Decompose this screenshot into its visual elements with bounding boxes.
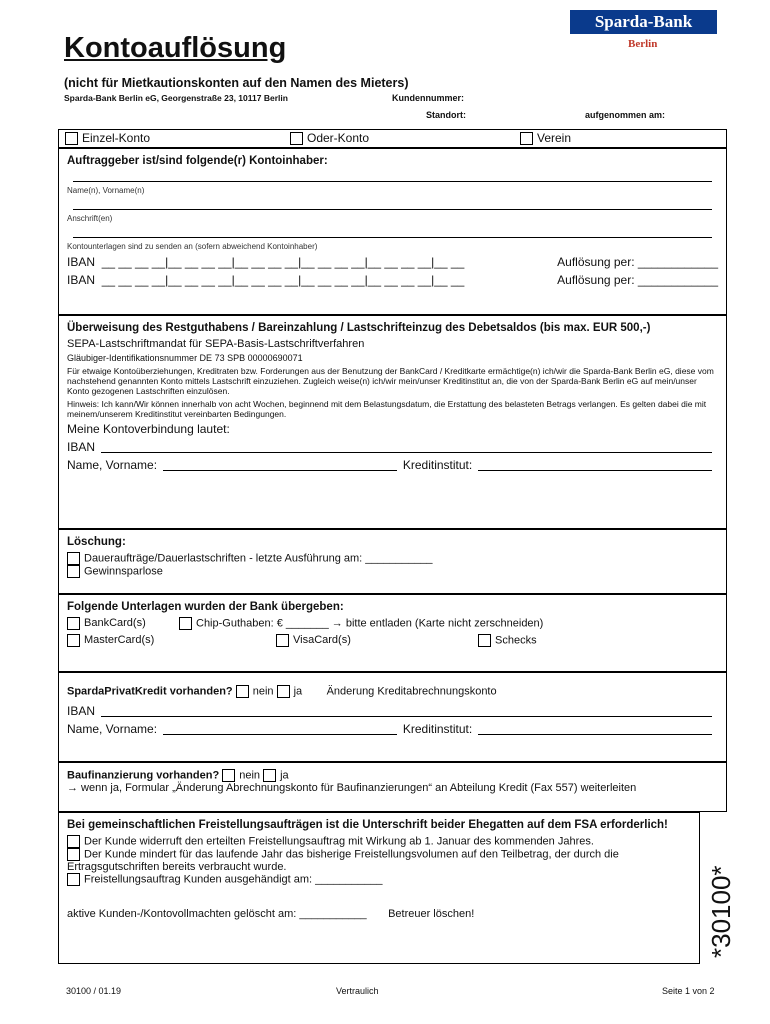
iban-field[interactable]	[101, 706, 712, 717]
unterlagen-item: Chip-Guthaben: € _______ → bitte entladen (Karte nicht zerschneiden)	[196, 617, 544, 630]
owner-section	[58, 148, 727, 315]
footer-right: Seite 1 von 2	[662, 986, 715, 996]
verbindung-label: Meine Kontoverbindung lautet:	[67, 422, 230, 436]
checkbox[interactable]	[67, 565, 80, 578]
bank-logo: Sparda-Bank	[570, 10, 717, 34]
aufgenommen-label: aufgenommen am:	[585, 110, 666, 120]
checkbox[interactable]	[222, 769, 235, 782]
fsa-section	[58, 812, 700, 964]
iban-field[interactable]: __ __ __ __|__ __ __ __|__ __ __ __|__ __ __ __|__ __ __ __|__ __	[101, 255, 465, 269]
vollmacht-label: aktive Kunden-/Kontovollmachten gelöscht am: ___________	[67, 908, 367, 920]
kredit-field[interactable]	[478, 460, 712, 471]
nein-label: nein	[252, 685, 274, 698]
aufloesung-label: Auflösung per:	[557, 273, 635, 287]
checkbox[interactable]	[276, 634, 289, 647]
iban-field[interactable]: __ __ __ __|__ __ __ __|__ __ __ __|__ __ __ __|__ __ __ __|__ __	[101, 273, 465, 287]
owner-heading: Auftraggeber ist/sind folgende(r) Kontoinhaber:	[67, 155, 328, 167]
loeschung-heading: Löschung:	[67, 536, 126, 548]
unterlagen-item: MasterCard(s)	[84, 634, 155, 647]
unterlagen-section	[58, 594, 727, 672]
checkbox[interactable]	[67, 848, 80, 861]
konto-type: Verein	[537, 131, 572, 145]
fsa-heading: Bei gemeinschaftlichen Freistellungsaufträgen ist die Unterschrift beider Ehegatten auf dem FSA erforderlich!	[67, 819, 668, 831]
logo-city: Berlin	[628, 38, 658, 50]
side-code: *30100*	[706, 865, 736, 958]
kredit-label: SpardaPrivatKredit vorhanden?	[67, 685, 233, 698]
standort-label: Standort:	[426, 110, 466, 120]
checkbox[interactable]	[67, 552, 80, 565]
checkbox[interactable]	[65, 132, 78, 145]
checkbox[interactable]	[277, 685, 290, 698]
aenderung-label: Änderung Kreditabrechnungskonto	[326, 685, 497, 698]
name-label: Name, Vorname:	[67, 722, 158, 736]
sepa-mandat: SEPA-Lastschriftmandat für SEPA-Basis-Lastschriftverfahren	[67, 338, 365, 350]
betreuer-label: Betreuer löschen!	[388, 908, 475, 920]
kredit-section	[58, 672, 727, 762]
sepa-heading: Überweisung des Restguthabens / Bareinzahlung / Lastschrifteinzug des Debetsaldos (bis max. EUR 500,-)	[67, 322, 651, 334]
kundennummer-label: Kundennummer:	[392, 93, 464, 103]
bau-hint: → wenn ja, Formular „Änderung Abrechnungskonto für Baufinanzierungen“ an Abteilung Kredit (Fax 557) weiterleiten	[67, 782, 637, 794]
bau-label: Baufinanzierung vorhanden?	[67, 769, 220, 782]
footer-center: Vertraulich	[336, 986, 379, 996]
ja-label: ja	[280, 769, 289, 782]
name-label: Name, Vorname:	[67, 458, 158, 472]
sepa-hint: Hinweis: Ich kann/Wir können innerhalb von acht Wochen, beginnend mit dem Belastungsdatum, die Erstattung des belasteten Betrags verlangen. Es gelten dabei die mit meinem/unserem Kreditinstitut vereinbarten Bedingungen.	[67, 399, 707, 419]
checkbox[interactable]	[67, 617, 80, 630]
sepa-section	[58, 315, 727, 529]
konto-type: Oder-Konto	[307, 131, 370, 145]
page-title: Kontoauflösung	[64, 32, 287, 64]
aufloesung-label: Auflösung per:	[557, 255, 635, 269]
glaeubiger-id: Gläubiger-Identifikationsnummer DE 73 SPB 00000690071	[67, 353, 303, 363]
fsa-item: Der Kunde widerruft den erteilten Freistellungsauftrag mit Wirkung ab 1. Januar des kommenden Jahres.	[84, 835, 594, 848]
loeschung-item: Gewinnsparlose	[84, 565, 163, 578]
address-label: Anschrift(en)	[67, 214, 113, 223]
fsa-item: Der Kunde mindert für das laufende Jahr das bisherige Freistellungsvolumen auf den Teilbetrag, der durch die Ertragsgutschriften bereits verbraucht wurde.	[67, 848, 619, 873]
kredit-label: Kreditinstitut:	[402, 458, 473, 472]
fsa-item: Freistellungsauftrag Kunden ausgehändigt am: ___________	[84, 873, 383, 886]
unterlagen-heading: Folgende Unterlagen wurden der Bank übergeben:	[67, 601, 344, 613]
checkbox[interactable]	[236, 685, 249, 698]
iban-label: IBAN	[67, 273, 96, 287]
iban-label: IBAN	[67, 255, 96, 269]
iban-label: IBAN	[67, 440, 96, 454]
subtitle: (nicht für Mietkautionskonten auf den Namen des Mieters)	[64, 76, 409, 90]
bau-section	[58, 762, 727, 812]
date-field[interactable]: ____________	[637, 273, 718, 287]
checkbox[interactable]	[179, 617, 192, 630]
ja-label: ja	[293, 685, 303, 698]
checkbox[interactable]	[478, 634, 491, 647]
name-field[interactable]	[163, 724, 397, 735]
iban-label: IBAN	[67, 704, 96, 718]
institut-label: Kreditinstitut:	[402, 722, 473, 736]
unterlagen-item: VisaCard(s)	[293, 634, 351, 647]
footer-left: 30100 / 01.19	[66, 986, 122, 996]
nein-label: nein	[239, 769, 261, 782]
konto-type-row	[58, 129, 727, 148]
loeschung-item: Daueraufträge/Dauerlastschriften - letzte Ausführung am: ___________	[84, 552, 433, 565]
checkbox[interactable]	[290, 132, 303, 145]
checkbox[interactable]	[520, 132, 533, 145]
unterlagen-item: Schecks	[495, 634, 537, 647]
send-label: Kontounterlagen sind zu senden an (sofern abweichend Kontoinhaber)	[67, 242, 318, 251]
checkbox[interactable]	[67, 873, 80, 886]
unterlagen-item: BankCard(s)	[84, 617, 146, 630]
name-label: Name(n), Vorname(n)	[67, 186, 145, 195]
loeschung-section	[58, 529, 727, 594]
checkbox[interactable]	[67, 634, 80, 647]
iban-field[interactable]	[101, 442, 712, 453]
bank-address: Sparda-Bank Berlin eG, Georgenstraße 23, 10117 Berlin	[64, 93, 288, 103]
name-field[interactable]	[163, 460, 397, 471]
institut-field[interactable]	[478, 724, 712, 735]
checkbox[interactable]	[67, 835, 80, 848]
date-field[interactable]: ____________	[637, 255, 718, 269]
konto-type: Einzel-Konto	[82, 131, 151, 145]
sepa-text: Für etwaige Kontoüberziehungen, Kreditraten bzw. Forderungen aus der Benutzung der BankCard / Kreditkarte ermächtige(n) ich/wir die Sparda-Bank Berlin eG, diese vom nachstehend genannten Konto mittels Lastschrift einzuziehen. Zugleich weise(n) ich/wir mein/unser Kreditinstitut an, die von der Sparda-Bank Berlin eG auf mein/unser Konto gezogenen Lastschriften einzulösen.	[67, 366, 714, 396]
checkbox[interactable]	[263, 769, 276, 782]
